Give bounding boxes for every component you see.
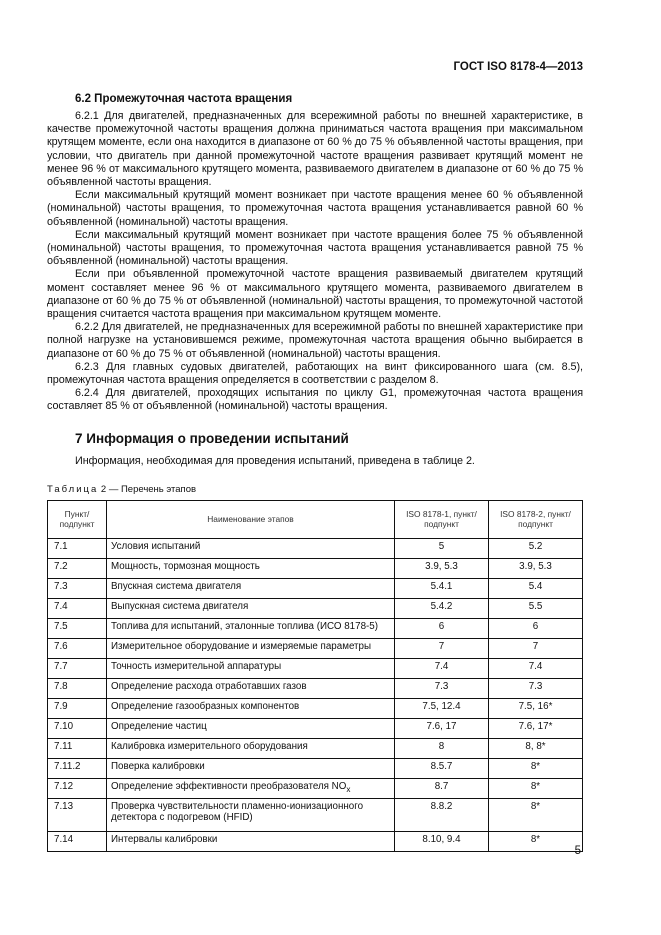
section-6-2-body bbox=[47, 110, 583, 414]
table-row bbox=[48, 678, 583, 698]
table-row bbox=[48, 798, 583, 831]
iso-8178-1-cell: 5 bbox=[395, 538, 489, 558]
stage-name-cell: Измерительное оборудование и измеряемые параметры bbox=[107, 638, 395, 658]
header-cell: ISO 8178-2, пункт/подпункт bbox=[489, 500, 583, 538]
iso-8178-1-cell: 8 bbox=[395, 738, 489, 758]
document-header: ГОСТ ISO 8178-4—2013 bbox=[453, 61, 583, 73]
header-cell: ISO 8178-1, пункт/подпункт bbox=[395, 500, 489, 538]
iso-8178-2-cell: 6 bbox=[489, 618, 583, 638]
point-cell: 7.12 bbox=[48, 778, 107, 798]
point-cell: 7.3 bbox=[48, 578, 107, 598]
iso-8178-1-cell: 7.6, 17 bbox=[395, 718, 489, 738]
stage-name-cell: Проверка чувствительности пламенно-ионизационного детектора с подогревом (HFID) bbox=[107, 798, 395, 831]
section-7-title: 7 Информация о проведении испытаний bbox=[75, 430, 349, 446]
iso-8178-1-cell: 3.9, 5.3 bbox=[395, 558, 489, 578]
stage-name-cell: Интервалы калибровки bbox=[107, 831, 395, 851]
table-row bbox=[48, 618, 583, 638]
table-row bbox=[48, 758, 583, 778]
header-cell: Пункт/ подпункт bbox=[48, 500, 107, 538]
table-row bbox=[48, 598, 583, 618]
point-cell: 7.9 bbox=[48, 698, 107, 718]
stage-name-cell: Выпускная система двигателя bbox=[107, 598, 395, 618]
point-cell: 7.14 bbox=[48, 831, 107, 851]
iso-8178-2-cell: 7.3 bbox=[489, 678, 583, 698]
paragraph: Если максимальный крутящий момент возникает при частоте вращения более 75 % объявленной (номинальной) частоты вращения, то промежуточная частота вращения устанавливается равной 75 % объявленной (номинальной) частоты вращения. bbox=[47, 228, 583, 268]
iso-8178-2-cell: 7 bbox=[489, 638, 583, 658]
point-cell: 7.10 bbox=[48, 718, 107, 738]
table-row bbox=[48, 738, 583, 758]
point-cell: 7.1 bbox=[48, 538, 107, 558]
stage-name-cell: Впускная система двигателя bbox=[107, 578, 395, 598]
point-cell: 7.11 bbox=[48, 738, 107, 758]
iso-8178-1-cell: 7.5, 12.4 bbox=[395, 698, 489, 718]
table-row bbox=[48, 718, 583, 738]
iso-8178-1-cell: 6 bbox=[395, 618, 489, 638]
point-cell: 7.13 bbox=[48, 798, 107, 831]
paragraph: Если максимальный крутящий момент возникает при частоте вращения менее 60 % объявленной (номинальной) частоты вращения, то промежуточная частота вращения устанавливается равной 60 % объявленной (номинальной) частоты вращения. bbox=[47, 189, 583, 228]
stage-name-cell: Определение частиц bbox=[107, 718, 395, 738]
section-7-text: Информация, необходимая для проведения испытаний, приведена в таблице 2. bbox=[75, 454, 475, 467]
iso-8178-1-cell: 8.8.2 bbox=[395, 798, 489, 831]
nox-subscript: x bbox=[346, 784, 351, 794]
stage-name-cell: Определение газообразных компонентов bbox=[107, 698, 395, 718]
stages-table bbox=[47, 500, 583, 852]
paragraph: 6.2.4 Для двигателей, проходящих испытания по циклу G1, промежуточная частота вращения составляет 85 % от объявленной (номинальной) частоты вращения. bbox=[47, 387, 583, 413]
stage-name-cell: Определение расхода отработавших газов bbox=[107, 678, 395, 698]
iso-8178-1-cell: 8.10, 9.4 bbox=[395, 831, 489, 851]
table-row bbox=[48, 698, 583, 718]
point-cell: 7.7 bbox=[48, 658, 107, 678]
header-cell: Наименование этапов bbox=[107, 500, 395, 538]
table-row bbox=[48, 538, 583, 558]
stage-name-cell: Точность измерительной аппаратуры bbox=[107, 658, 395, 678]
table-caption-text: 2 — Перечень этапов bbox=[100, 483, 197, 495]
iso-8178-2-cell: 5.4 bbox=[489, 578, 583, 598]
table-row bbox=[48, 638, 583, 658]
iso-8178-1-cell: 7.4 bbox=[395, 658, 489, 678]
stage-name-cell: Условия испытаний bbox=[107, 538, 395, 558]
table-body bbox=[48, 538, 583, 851]
table-caption-label: Таблица bbox=[47, 483, 99, 495]
paragraph: 6.2.2 Для двигателей, не предназначенных для всережимной работы по внешней характеристике при полной нагрузке на установившемся режиме, промежуточная частота вращения обычно выбирается в диапазоне от 60 % до 75 % от объявленной (номинальной) частоты вращения. bbox=[47, 321, 583, 360]
page-number: 5 bbox=[574, 845, 581, 857]
iso-8178-2-cell: 8* bbox=[489, 831, 583, 851]
point-cell: 7.6 bbox=[48, 638, 107, 658]
paragraph: 6.2.3 Для главных судовых двигателей, работающих на винт фиксированного шага (см. 8.5), промежуточная частота вращения определяется в соответствии с разделом 8. bbox=[47, 360, 583, 387]
iso-8178-2-cell: 8* bbox=[489, 778, 583, 798]
iso-8178-1-cell: 7 bbox=[395, 638, 489, 658]
stage-name-cell: Поверка калибровки bbox=[107, 758, 395, 778]
iso-8178-1-cell: 5.4.1 bbox=[395, 578, 489, 598]
iso-8178-2-cell: 5.5 bbox=[489, 598, 583, 618]
iso-8178-2-cell: 5.2 bbox=[489, 538, 583, 558]
iso-8178-2-cell: 8* bbox=[489, 798, 583, 831]
iso-8178-2-cell: 7.5, 16* bbox=[489, 698, 583, 718]
stage-name-cell: Мощность, тормозная мощность bbox=[107, 558, 395, 578]
iso-8178-2-cell: 3.9, 5.3 bbox=[489, 558, 583, 578]
table-row bbox=[48, 658, 583, 678]
stage-name-cell: Топлива для испытаний, эталонные топлива (ИСО 8178-5) bbox=[107, 618, 395, 638]
iso-8178-1-cell: 7.3 bbox=[395, 678, 489, 698]
stage-name-cell: Калибровка измерительного оборудования bbox=[107, 738, 395, 758]
point-cell: 7.2 bbox=[48, 558, 107, 578]
table-row bbox=[48, 778, 583, 798]
table-row bbox=[48, 578, 583, 598]
page-content bbox=[47, 92, 583, 852]
point-cell: 7.11.2 bbox=[48, 758, 107, 778]
stage-name-cell: Определение эффективности преобразователя $NO_x$ bbox=[107, 778, 395, 798]
point-cell: 7.8 bbox=[48, 678, 107, 698]
paragraph: Если при объявленной промежуточной частоте вращения развиваемый двигателем крутящий момент составляет менее 96 % от максимального крутящего момента, развиваемого двигателем в диапазоне от 60 % до 75 % от объявленной (номинальной) частоты вращения, то промежуточной частотой вращения считается частота вращения при максимальном крутящем моменте. bbox=[47, 268, 583, 321]
iso-8178-1-cell: 8.5.7 bbox=[395, 758, 489, 778]
iso-8178-2-cell: 7.4 bbox=[489, 658, 583, 678]
section-6-2-title: 6.2 Промежуточная частота вращения bbox=[75, 93, 293, 105]
iso-8178-2-cell: 8, 8* bbox=[489, 738, 583, 758]
paragraph: 6.2.1 Для двигателей, предназначенных для всережимной работы по внешней характеристике, в качестве промежуточной частоты вращения должна приниматься частота вращения при максимальном крутящем моменте, если она находится в диапазоне от 60 % до 75 % объявленной частоты вращения, при условии, что двигатель при данной промежуточной частоте вращения развивает крутящий момент не менее 96 % от максимального крутящего момента, развиваемого двигателем в диапазоне от 60 % до 75 % объявленной частоты вращения. bbox=[47, 110, 583, 189]
table-header-row bbox=[48, 500, 583, 538]
iso-8178-2-cell: 7.6, 17* bbox=[489, 718, 583, 738]
table-row bbox=[48, 831, 583, 851]
iso-8178-1-cell: 5.4.2 bbox=[395, 598, 489, 618]
point-cell: 7.5 bbox=[48, 618, 107, 638]
table-row bbox=[48, 558, 583, 578]
table-caption bbox=[47, 484, 583, 495]
iso-8178-1-cell: 8.7 bbox=[395, 778, 489, 798]
point-cell: 7.4 bbox=[48, 598, 107, 618]
iso-8178-2-cell: 8* bbox=[489, 758, 583, 778]
